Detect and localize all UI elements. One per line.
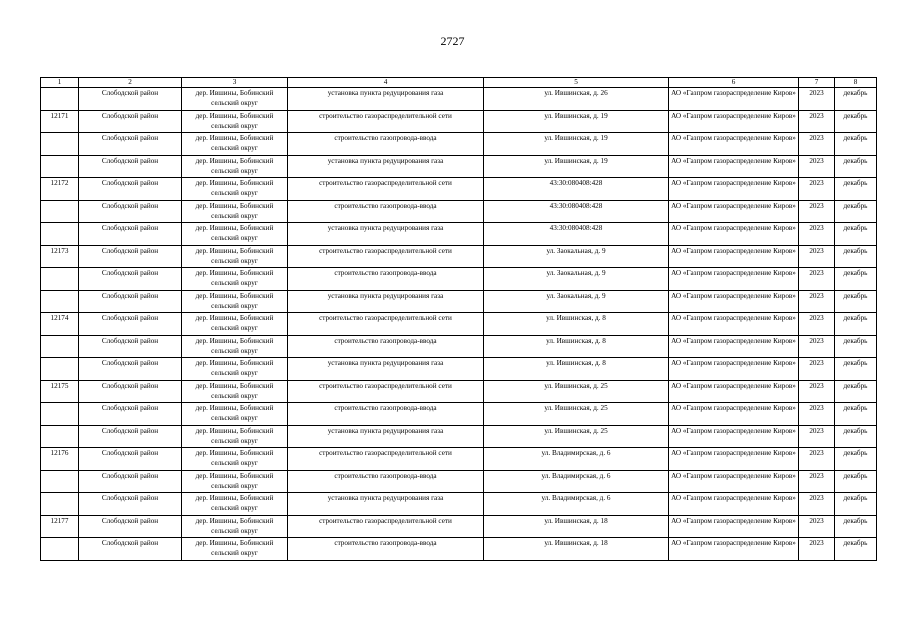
year-cell: 2023 — [799, 268, 835, 291]
organization-cell: АО «Газпром газораспределение Киров» — [669, 493, 799, 516]
organization-cell: АО «Газпром газораспределение Киров» — [669, 223, 799, 246]
work-type-cell: строительство газораспределительной сети — [288, 178, 484, 201]
year-cell: 2023 — [799, 403, 835, 426]
row-number-cell — [41, 538, 79, 561]
address-cell: ул. Заокальная, д. 9 — [484, 268, 669, 291]
address-cell: ул. Ившинская, д. 8 — [484, 335, 669, 358]
row-number-cell: 12175 — [41, 380, 79, 403]
district-cell: Слободской район — [79, 425, 182, 448]
month-cell: декабрь — [835, 358, 877, 381]
year-cell: 2023 — [799, 313, 835, 336]
column-header: 4 — [288, 78, 484, 88]
district-cell: Слободской район — [79, 223, 182, 246]
organization-cell: АО «Газпром газораспределение Киров» — [669, 515, 799, 538]
row-number-cell: 12177 — [41, 515, 79, 538]
work-type-cell: строительство газопровода-ввода — [288, 200, 484, 223]
register-table — [40, 77, 877, 561]
year-cell: 2023 — [799, 380, 835, 403]
table-row — [41, 448, 877, 471]
settlement-cell: дер. Ившины, Бобинский сельский округ — [182, 313, 288, 336]
work-type-cell: строительство газопровода-ввода — [288, 335, 484, 358]
row-number-cell — [41, 268, 79, 291]
table-row — [41, 493, 877, 516]
settlement-cell: дер. Ившины, Бобинский сельский округ — [182, 358, 288, 381]
month-cell: декабрь — [835, 538, 877, 561]
table-body — [41, 88, 877, 561]
table-row — [41, 335, 877, 358]
month-cell: декабрь — [835, 313, 877, 336]
row-number-cell — [41, 200, 79, 223]
work-type-cell: строительство газораспределительной сети — [288, 448, 484, 471]
organization-cell: АО «Газпром газораспределение Киров» — [669, 268, 799, 291]
table-row — [41, 380, 877, 403]
settlement-cell: дер. Ившины, Бобинский сельский округ — [182, 223, 288, 246]
table-row — [41, 200, 877, 223]
district-cell: Слободской район — [79, 200, 182, 223]
organization-cell: АО «Газпром газораспределение Киров» — [669, 358, 799, 381]
address-cell: ул. Заокальная, д. 9 — [484, 245, 669, 268]
district-cell: Слободской район — [79, 133, 182, 156]
month-cell: декабрь — [835, 268, 877, 291]
row-number-cell — [41, 155, 79, 178]
district-cell: Слободской район — [79, 110, 182, 133]
settlement-cell: дер. Ившины, Бобинский сельский округ — [182, 88, 288, 111]
address-cell: ул. Ившинская, д. 8 — [484, 313, 669, 336]
column-number-row — [41, 78, 877, 88]
month-cell: декабрь — [835, 493, 877, 516]
table-row — [41, 290, 877, 313]
settlement-cell: дер. Ившины, Бобинский сельский округ — [182, 335, 288, 358]
month-cell: декабрь — [835, 200, 877, 223]
row-number-cell — [41, 88, 79, 111]
month-cell: декабрь — [835, 335, 877, 358]
column-header: 1 — [41, 78, 79, 88]
month-cell: декабрь — [835, 155, 877, 178]
work-type-cell: строительство газораспределительной сети — [288, 110, 484, 133]
row-number-cell: 12173 — [41, 245, 79, 268]
address-cell: ул. Ившинская, д. 26 — [484, 88, 669, 111]
settlement-cell: дер. Ившины, Бобинский сельский округ — [182, 155, 288, 178]
row-number-cell — [41, 223, 79, 246]
table-row — [41, 515, 877, 538]
district-cell: Слободской район — [79, 290, 182, 313]
organization-cell: АО «Газпром газораспределение Киров» — [669, 448, 799, 471]
district-cell: Слободской район — [79, 313, 182, 336]
district-cell: Слободской район — [79, 245, 182, 268]
work-type-cell: строительство газопровода-ввода — [288, 268, 484, 291]
year-cell: 2023 — [799, 88, 835, 111]
work-type-cell: установка пункта редуцирования газа — [288, 223, 484, 246]
table-row — [41, 403, 877, 426]
table-row — [41, 268, 877, 291]
work-type-cell: строительство газораспределительной сети — [288, 245, 484, 268]
month-cell: декабрь — [835, 178, 877, 201]
work-type-cell: установка пункта редуцирования газа — [288, 493, 484, 516]
month-cell: декабрь — [835, 470, 877, 493]
work-type-cell: установка пункта редуцирования газа — [288, 88, 484, 111]
settlement-cell: дер. Ившины, Бобинский сельский округ — [182, 448, 288, 471]
year-cell: 2023 — [799, 358, 835, 381]
settlement-cell: дер. Ившины, Бобинский сельский округ — [182, 403, 288, 426]
work-type-cell: строительство газопровода-ввода — [288, 133, 484, 156]
row-number-cell — [41, 335, 79, 358]
address-cell: ул. Владимирская, д. 6 — [484, 493, 669, 516]
month-cell: декабрь — [835, 88, 877, 111]
year-cell: 2023 — [799, 470, 835, 493]
work-type-cell: установка пункта редуцирования газа — [288, 425, 484, 448]
settlement-cell: дер. Ившины, Бобинский сельский округ — [182, 538, 288, 561]
settlement-cell: дер. Ившины, Бобинский сельский округ — [182, 493, 288, 516]
address-cell: 43:30:080408:428 — [484, 200, 669, 223]
organization-cell: АО «Газпром газораспределение Киров» — [669, 178, 799, 201]
address-cell: ул. Ившинская, д. 25 — [484, 380, 669, 403]
district-cell: Слободской район — [79, 178, 182, 201]
settlement-cell: дер. Ившины, Бобинский сельский округ — [182, 515, 288, 538]
table-row — [41, 155, 877, 178]
district-cell: Слободской район — [79, 358, 182, 381]
year-cell: 2023 — [799, 538, 835, 561]
district-cell: Слободской район — [79, 335, 182, 358]
district-cell: Слободской район — [79, 470, 182, 493]
organization-cell: АО «Газпром газораспределение Киров» — [669, 133, 799, 156]
organization-cell: АО «Газпром газораспределение Киров» — [669, 110, 799, 133]
table-row — [41, 245, 877, 268]
address-cell: ул. Ившинская, д. 18 — [484, 515, 669, 538]
work-type-cell: строительство газораспределительной сети — [288, 313, 484, 336]
district-cell: Слободской район — [79, 448, 182, 471]
year-cell: 2023 — [799, 290, 835, 313]
organization-cell: АО «Газпром газораспределение Киров» — [669, 88, 799, 111]
row-number-cell: 12174 — [41, 313, 79, 336]
month-cell: декабрь — [835, 425, 877, 448]
table-row — [41, 110, 877, 133]
organization-cell: АО «Газпром газораспределение Киров» — [669, 335, 799, 358]
table-row — [41, 358, 877, 381]
row-number-cell — [41, 290, 79, 313]
address-cell: ул. Ившинская, д. 25 — [484, 425, 669, 448]
column-header: 7 — [799, 78, 835, 88]
address-cell: ул. Ившинская, д. 19 — [484, 155, 669, 178]
organization-cell: АО «Газпром газораспределение Киров» — [669, 290, 799, 313]
settlement-cell: дер. Ившины, Бобинский сельский округ — [182, 133, 288, 156]
address-cell: 43:30:080408:428 — [484, 178, 669, 201]
year-cell: 2023 — [799, 515, 835, 538]
work-type-cell: строительство газопровода-ввода — [288, 403, 484, 426]
row-number-cell — [41, 358, 79, 381]
month-cell: декабрь — [835, 110, 877, 133]
work-type-cell: установка пункта редуцирования газа — [288, 290, 484, 313]
year-cell: 2023 — [799, 133, 835, 156]
district-cell: Слободской район — [79, 493, 182, 516]
work-type-cell: строительство газораспределительной сети — [288, 380, 484, 403]
row-number-cell: 12176 — [41, 448, 79, 471]
year-cell: 2023 — [799, 425, 835, 448]
row-number-cell: 12172 — [41, 178, 79, 201]
settlement-cell: дер. Ившины, Бобинский сельский округ — [182, 178, 288, 201]
page-number: 2727 — [440, 34, 465, 48]
month-cell: декабрь — [835, 223, 877, 246]
column-header: 8 — [835, 78, 877, 88]
settlement-cell: дер. Ившины, Бобинский сельский округ — [182, 290, 288, 313]
table-row — [41, 425, 877, 448]
work-type-cell: строительство газораспределительной сети — [288, 515, 484, 538]
year-cell: 2023 — [799, 110, 835, 133]
month-cell: декабрь — [835, 133, 877, 156]
address-cell: ул. Ившинская, д. 18 — [484, 538, 669, 561]
organization-cell: АО «Газпром газораспределение Киров» — [669, 313, 799, 336]
month-cell: декабрь — [835, 245, 877, 268]
table-row — [41, 538, 877, 561]
organization-cell: АО «Газпром газораспределение Киров» — [669, 200, 799, 223]
row-number-cell — [41, 133, 79, 156]
organization-cell: АО «Газпром газораспределение Киров» — [669, 403, 799, 426]
settlement-cell: дер. Ившины, Бобинский сельский округ — [182, 268, 288, 291]
year-cell: 2023 — [799, 200, 835, 223]
address-cell: ул. Владимирская, д. 6 — [484, 448, 669, 471]
row-number-cell — [41, 470, 79, 493]
address-cell: ул. Ившинская, д. 8 — [484, 358, 669, 381]
month-cell: декабрь — [835, 448, 877, 471]
address-cell: ул. Ившинская, д. 19 — [484, 110, 669, 133]
settlement-cell: дер. Ившины, Бобинский сельский округ — [182, 110, 288, 133]
table-row — [41, 313, 877, 336]
month-cell: декабрь — [835, 515, 877, 538]
address-cell: ул. Ившинская, д. 19 — [484, 133, 669, 156]
address-cell: ул. Заокальная, д. 9 — [484, 290, 669, 313]
row-number-cell — [41, 493, 79, 516]
table-row — [41, 178, 877, 201]
settlement-cell: дер. Ившины, Бобинский сельский округ — [182, 200, 288, 223]
work-type-cell: строительство газопровода-ввода — [288, 470, 484, 493]
work-type-cell: установка пункта редуцирования газа — [288, 358, 484, 381]
column-header: 5 — [484, 78, 669, 88]
month-cell: декабрь — [835, 290, 877, 313]
settlement-cell: дер. Ившины, Бобинский сельский округ — [182, 245, 288, 268]
settlement-cell: дер. Ившины, Бобинский сельский округ — [182, 425, 288, 448]
address-cell: ул. Ившинская, д. 25 — [484, 403, 669, 426]
column-header: 6 — [669, 78, 799, 88]
settlement-cell: дер. Ившины, Бобинский сельский округ — [182, 380, 288, 403]
year-cell: 2023 — [799, 448, 835, 471]
district-cell: Слободской район — [79, 380, 182, 403]
month-cell: декабрь — [835, 380, 877, 403]
work-type-cell: строительство газопровода-ввода — [288, 538, 484, 561]
district-cell: Слободской район — [79, 268, 182, 291]
district-cell: Слободской район — [79, 538, 182, 561]
table-row — [41, 133, 877, 156]
organization-cell: АО «Газпром газораспределение Киров» — [669, 380, 799, 403]
address-cell: ул. Владимирская, д. 6 — [484, 470, 669, 493]
table-row — [41, 88, 877, 111]
organization-cell: АО «Газпром газораспределение Киров» — [669, 538, 799, 561]
row-number-cell: 12171 — [41, 110, 79, 133]
organization-cell: АО «Газпром газораспределение Киров» — [669, 245, 799, 268]
column-header: 3 — [182, 78, 288, 88]
organization-cell: АО «Газпром газораспределение Киров» — [669, 425, 799, 448]
row-number-cell — [41, 403, 79, 426]
address-cell: 43:30:080408:428 — [484, 223, 669, 246]
district-cell: Слободской район — [79, 515, 182, 538]
year-cell: 2023 — [799, 493, 835, 516]
year-cell: 2023 — [799, 178, 835, 201]
row-number-cell — [41, 425, 79, 448]
year-cell: 2023 — [799, 223, 835, 246]
district-cell: Слободской район — [79, 88, 182, 111]
year-cell: 2023 — [799, 155, 835, 178]
year-cell: 2023 — [799, 245, 835, 268]
district-cell: Слободской район — [79, 403, 182, 426]
table-row — [41, 470, 877, 493]
work-type-cell: установка пункта редуцирования газа — [288, 155, 484, 178]
district-cell: Слободской район — [79, 155, 182, 178]
organization-cell: АО «Газпром газораспределение Киров» — [669, 470, 799, 493]
table-row — [41, 223, 877, 246]
settlement-cell: дер. Ившины, Бобинский сельский округ — [182, 470, 288, 493]
column-header: 2 — [79, 78, 182, 88]
organization-cell: АО «Газпром газораспределение Киров» — [669, 155, 799, 178]
year-cell: 2023 — [799, 335, 835, 358]
month-cell: декабрь — [835, 403, 877, 426]
